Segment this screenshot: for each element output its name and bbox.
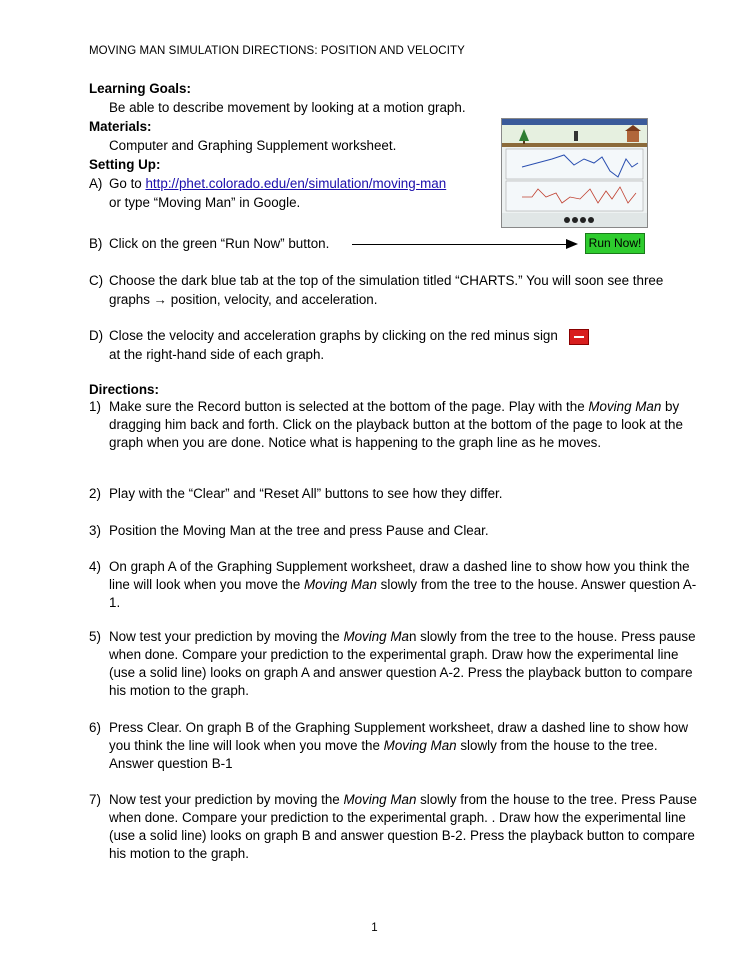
step-d-line1: Close the velocity and acceleration graphs by clicking on the red minus sign — [109, 328, 558, 343]
item-label: 7) — [89, 792, 101, 807]
direction-item-2: 2) Play with the “Clear” and “Reset All” buttons to see how they differ. — [89, 486, 503, 501]
item-label: 4) — [89, 559, 101, 574]
simulation-screenshot — [501, 118, 648, 228]
step-b-label: B) — [89, 236, 103, 251]
arrow-head-icon — [566, 239, 578, 249]
item-label: 1) — [89, 399, 101, 414]
materials-heading: Materials: — [89, 119, 152, 134]
direction-item-3: 3) Position the Moving Man at the tree and press Pause and Clear. — [89, 523, 489, 538]
learning-goals-text: Be able to describe movement by looking at a motion graph. — [109, 100, 466, 115]
arrow-line — [352, 244, 568, 245]
simulation-screenshot-drawing — [502, 119, 647, 227]
direction-item-5: 5) Now test your prediction by moving the Moving Man slowly from the tree to the house. Press pause when done. Compare your prediction to the experimental graph. Draw how the experimental line (use a solid line) looks on graph A and answer question A-2. Press the playback button to compare his motion to the graph. — [89, 629, 696, 698]
direction-item-6: 6) Press Clear. On graph B of the Graphing Supplement worksheet, draw a dashed line to show how you think the line will look when you move the Moving Man slowly from the house to the tree. Answer question B-1 — [89, 720, 689, 771]
run-now-button[interactable]: Run Now! — [585, 233, 645, 254]
step-b-text: Click on the green “Run Now” button. — [109, 236, 330, 251]
step-c-text: Choose the dark blue tab at the top of the simulation titled “CHARTS.” You will soon see three graphs → position, velocity, and acceleration. — [109, 273, 664, 307]
step-c — [89, 271, 699, 309]
materials-text: Computer and Graphing Supplement worksheet. — [109, 138, 397, 153]
step-a-label: A) — [89, 176, 103, 191]
step-d-line2: at the right-hand side of each graph. — [109, 347, 325, 362]
direction-item-4: 4) On graph A of the Graphing Supplement worksheet, draw a dashed line to show how you think the line will look when you move the Moving Man slowly from the tree to the house. Answer question A-1. — [89, 559, 697, 610]
direction-item-7: 7) Now test your prediction by moving the Moving Man slowly from the house to the tree. Press Pause when done. Compare your prediction to the experimental graph. . Draw how the experimental line (use a solid line) looks on graph B and answer question B-2. Press the playback button to compare his motion to the graph. — [89, 792, 697, 861]
directions-heading: Directions: — [89, 382, 159, 397]
item-label: 5) — [89, 629, 101, 644]
step-c-label: C) — [89, 273, 104, 288]
minus-sign-icon — [569, 329, 589, 345]
step-a-text: Go to — [109, 176, 146, 191]
step-d — [89, 326, 699, 364]
phet-link[interactable]: http://phet.colorado.edu/en/simulation/moving-man — [145, 176, 447, 191]
step-a-line2: or type “Moving Man” in Google. — [109, 195, 301, 210]
page-number: 1 — [371, 922, 378, 934]
item-label: 6) — [89, 720, 101, 735]
direction-item-1: 1) Make sure the Record button is selected at the bottom of the page. Play with the Moving Man by dragging him back and forth. Click on the playback button at the bottom of the page to look at the graph when you are done. Notice what is happening to the graph line as he moves. — [89, 399, 683, 450]
learning-goals-heading: Learning Goals: — [89, 81, 191, 96]
step-d-label: D) — [89, 328, 104, 343]
setting-up-heading: Setting Up: — [89, 157, 161, 172]
item-label: 2) — [89, 486, 101, 501]
item-label: 3) — [89, 523, 101, 538]
page-header: MOVING MAN SIMULATION DIRECTIONS: POSITION AND VELOCITY — [89, 45, 465, 57]
